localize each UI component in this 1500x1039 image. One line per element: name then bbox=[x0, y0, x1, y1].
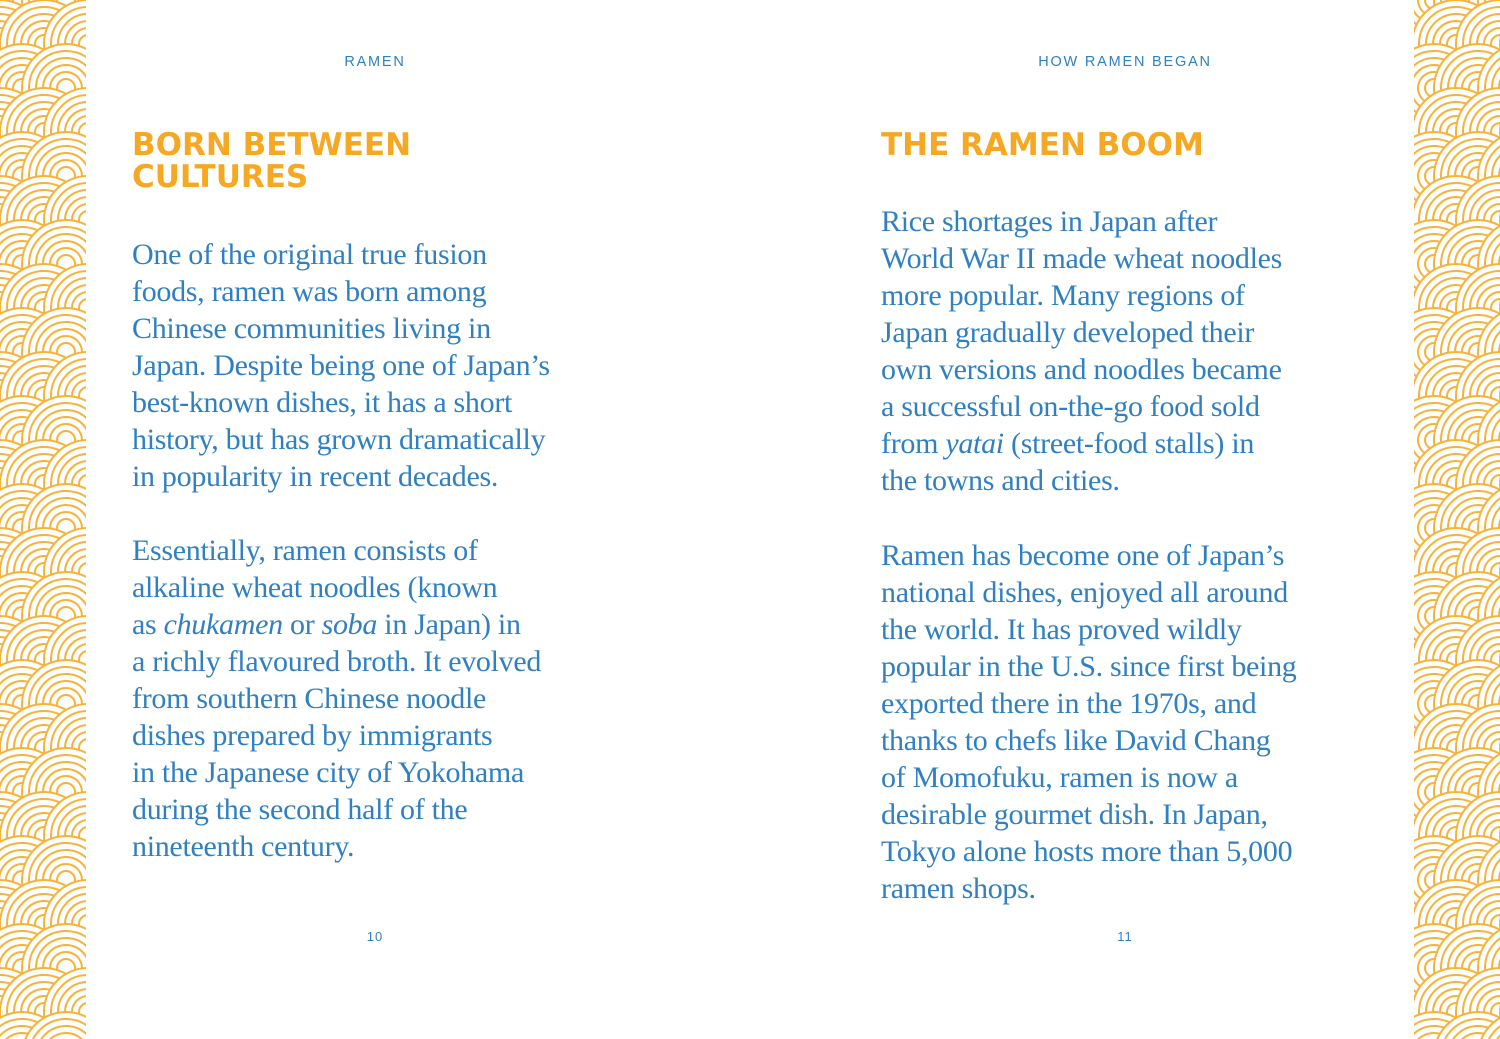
left-page-number: 10 bbox=[366, 929, 384, 944]
left-paragraph-2 bbox=[132, 532, 652, 865]
right-paragraph-1 bbox=[881, 203, 1401, 499]
text-run: Essentially, ramen consists of alkaline wheat noodles (known as bbox=[132, 534, 498, 641]
text-run: Rice shortages in Japan after World War II made wheat noodles more popular. Many regions of Japan gradually developed their own versions and noodles became a successful on-the-go food sold from bbox=[881, 205, 1283, 460]
left-page-heading: BORN BETWEEN CULTURES bbox=[132, 127, 412, 195]
right-page-number: 11 bbox=[1117, 929, 1133, 944]
text-run: (street-food stalls) in the towns and cities. bbox=[881, 427, 1255, 497]
left-running-head: RAMEN bbox=[344, 54, 406, 70]
right-paragraph-2-text: Ramen has become one of Japan’s national dishes, enjoyed all around the world. It has proved wildly popular in the U.S. since first being exported there in the 1970s, and thanks to chefs like David Chang of Momofuku, ramen is now a desirable gourmet dish. In Japan, Tokyo alone hosts more than 5,000 ramen shops. bbox=[881, 539, 1297, 905]
left-paragraph-1-text: One of the original true fusion foods, ramen was born among Chinese communities living in Japan. Despite being one of Japan’s best-known dishes, it has a short history, but has grown dramatically in popularity in recent decades. bbox=[132, 238, 550, 493]
right-page-heading: THE RAMEN BOOM bbox=[881, 127, 1204, 163]
italic-term-chukamen: chukamen bbox=[163, 608, 283, 641]
text-run: or bbox=[282, 608, 322, 641]
left-paragraph-2-text bbox=[132, 532, 652, 865]
left-paragraph-1 bbox=[132, 236, 652, 495]
right-running-head: HOW RAMEN BEGAN bbox=[1038, 54, 1212, 70]
right-paragraph-2 bbox=[881, 537, 1401, 907]
italic-term-yatai: yatai bbox=[945, 427, 1004, 460]
text-run: in Japan) in a richly flavoured broth. It evolved from southern Chinese noodle dishes prepared by immigrants in the Japanese city of Yokohama during the second half of the nineteenth century. bbox=[132, 608, 542, 863]
wave-pattern-left-border bbox=[0, 0, 86, 1039]
right-paragraph-1-text bbox=[881, 203, 1401, 499]
italic-term-soba: soba bbox=[321, 608, 378, 641]
wave-pattern-right-border bbox=[1414, 0, 1500, 1039]
